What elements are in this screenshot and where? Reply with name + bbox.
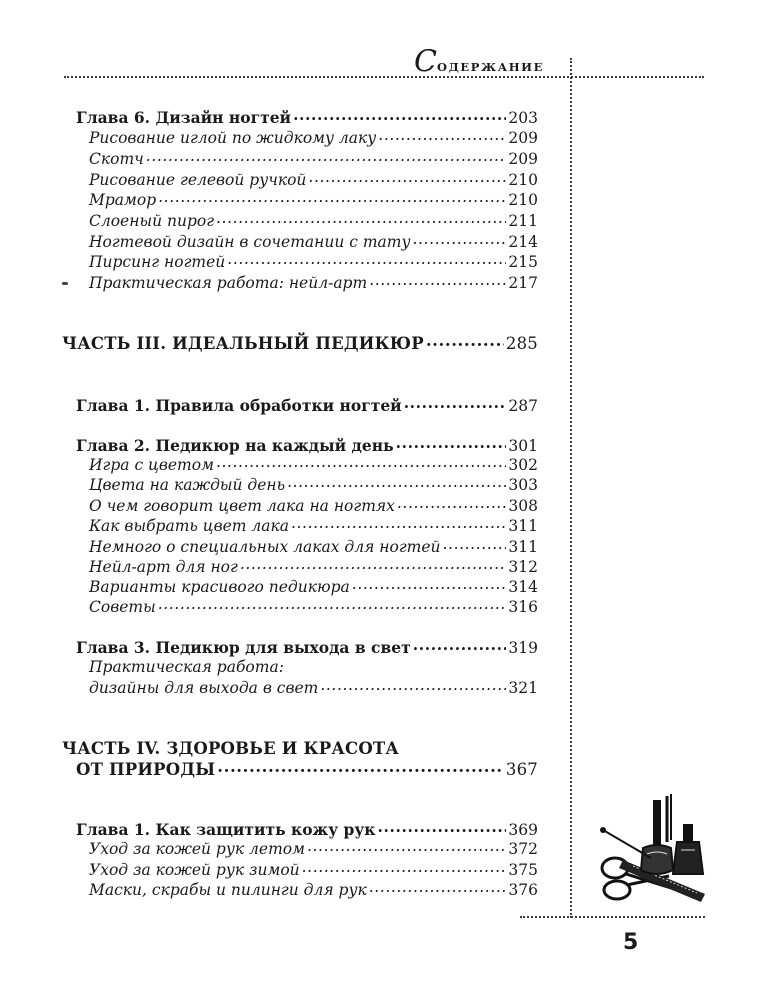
dot-leader [308, 168, 506, 187]
dot-leader [377, 817, 506, 836]
entry-title: Цвета на каждый день [89, 476, 286, 494]
entry-title: Глава 6. Дизайн ногтей [76, 108, 292, 127]
entry-title: Скотч [89, 150, 144, 168]
entry-title: Немного о специальных лаках для ногтей [89, 538, 441, 556]
header-title: ОДЕРЖАНИЕ [436, 60, 544, 74]
entry-page: 285 [505, 334, 538, 353]
dot-leader [352, 575, 507, 594]
toc-entry-section[interactable] [89, 191, 538, 210]
dot-leader [158, 188, 506, 207]
toc-entry-chapter[interactable] [76, 638, 538, 658]
entry-title: Глава 1. Правила обработки ногтей [76, 396, 402, 415]
entry-page: 211 [508, 212, 538, 230]
entry-title: ЧАСТЬ III. ИДЕАЛЬНЫЙ ПЕДИКЮР [62, 334, 424, 353]
dot-leader [291, 514, 506, 533]
entry-title: Советы [89, 598, 156, 616]
toc-entry-section[interactable] [89, 517, 538, 536]
toc-entry-part[interactable] [76, 760, 538, 779]
entry-title: Мрамор [89, 191, 157, 209]
entry-title: Практическая работа: нейл-арт [89, 274, 368, 292]
toc-entry-section[interactable] [89, 253, 538, 272]
entry-title: Игра с цветом [89, 456, 214, 474]
dot-leader [404, 393, 507, 412]
entry-page: 302 [508, 456, 538, 474]
entry-page: 311 [508, 538, 538, 556]
margin-rule [570, 58, 572, 918]
dot-leader [146, 147, 507, 166]
toc-entry-chapter[interactable] [76, 396, 538, 416]
entry-page: 303 [508, 476, 538, 494]
entry-page: 321 [508, 679, 538, 697]
entry-page: 287 [508, 397, 538, 415]
entry-title: Ногтевой дизайн в сочетании с тату [89, 233, 411, 251]
entry-page: 210 [508, 171, 538, 189]
dot-leader [302, 858, 507, 877]
toc-entry-section[interactable] [89, 274, 538, 293]
dot-leader [413, 635, 507, 654]
dot-leader [293, 105, 506, 124]
page-number: 5 [623, 930, 639, 955]
toc-entry-section[interactable] [89, 129, 538, 148]
footer-rule [520, 916, 705, 918]
toc-entry-section[interactable] [89, 598, 538, 617]
toc-entry-section[interactable] [89, 476, 538, 495]
dot-leader [443, 535, 507, 554]
dot-leader [217, 757, 504, 776]
dot-leader [216, 453, 506, 472]
entry-page: 210 [508, 191, 538, 209]
dot-leader [369, 271, 506, 290]
dot-leader [240, 555, 507, 574]
entry-title: Маски, скрабы и пилинги для рук [89, 881, 367, 899]
dot-leader [396, 433, 507, 452]
entry-title: Уход за кожей рук зимой [89, 861, 300, 879]
toc-entry-section[interactable] [89, 840, 538, 859]
dot-leader [287, 473, 506, 492]
dot-leader [320, 676, 506, 695]
toc-entry-part-first-line[interactable]: ЧАСТЬ IV. ЗДОРОВЬЕ И КРАСОТА [62, 739, 400, 758]
entry-title: Нейл-арт для ног [89, 558, 238, 576]
header-rule [64, 76, 704, 78]
entry-page: 372 [508, 840, 538, 858]
entry-title: Глава 1. Как защитить кожу рук [76, 820, 376, 839]
entry-page: 311 [508, 517, 538, 535]
entry-page: 308 [508, 497, 538, 515]
dot-leader [378, 126, 506, 145]
dot-leader [216, 209, 506, 228]
entry-page: 367 [505, 760, 538, 779]
entry-title: Глава 3. Педикюр для выхода в свет [76, 638, 411, 657]
dot-leader [413, 230, 507, 249]
dot-leader [227, 250, 506, 269]
entry-page: 301 [508, 437, 538, 455]
toc-entry-chapter[interactable] [76, 108, 538, 128]
entry-page: 203 [508, 109, 538, 127]
entry-page: 215 [508, 253, 538, 271]
dot-leader [369, 878, 507, 897]
entry-title: Рисование иглой по жидкому лаку [89, 129, 377, 147]
entry-title: Пирсинг ногтей [89, 253, 226, 271]
toc-entry-section[interactable] [89, 150, 538, 169]
entry-page: 214 [508, 233, 538, 251]
manicure-tools-illustration [593, 790, 713, 908]
entry-page: 217 [508, 274, 538, 292]
entry-title: дизайны для выхода в свет [89, 679, 319, 697]
toc-entry-section[interactable] [89, 881, 538, 900]
entry-page: 316 [508, 598, 538, 616]
dot-leader [426, 331, 504, 350]
toc-entry-section[interactable] [89, 212, 538, 231]
entry-page: 376 [508, 881, 538, 899]
entry-page: 209 [508, 150, 538, 168]
entry-page: 375 [508, 861, 538, 879]
entry-page: 319 [508, 639, 538, 657]
toc-entry-section-first-line[interactable]: Практическая работа: [89, 658, 284, 676]
dot-leader [397, 494, 507, 513]
toc-entry-part[interactable] [62, 334, 538, 353]
dot-leader [158, 595, 507, 614]
entry-page: 312 [508, 558, 538, 576]
entry-page: 369 [508, 821, 538, 839]
entry-title: Уход за кожей рук летом [89, 840, 305, 858]
entry-title: ОТ ПРИРОДЫ [76, 760, 216, 779]
entry-title: Варианты красивого педикюра [89, 578, 350, 596]
entry-title: Рисование гелевой ручкой [89, 171, 307, 189]
entry-page: 314 [508, 578, 538, 596]
entry-title: Глава 2. Педикюр на каждый день [76, 436, 394, 455]
entry-page: 209 [508, 129, 538, 147]
dot-leader [307, 837, 506, 856]
header-initial: С [414, 44, 437, 79]
toc-entry-section[interactable] [89, 679, 538, 698]
entry-title: Как выбрать цвет лака [89, 517, 289, 535]
ink-mark [62, 282, 68, 285]
entry-title: О чем говорит цвет лака на ногтях [89, 497, 395, 515]
entry-title: Слоеный пирог [89, 212, 215, 230]
running-header [414, 44, 544, 79]
